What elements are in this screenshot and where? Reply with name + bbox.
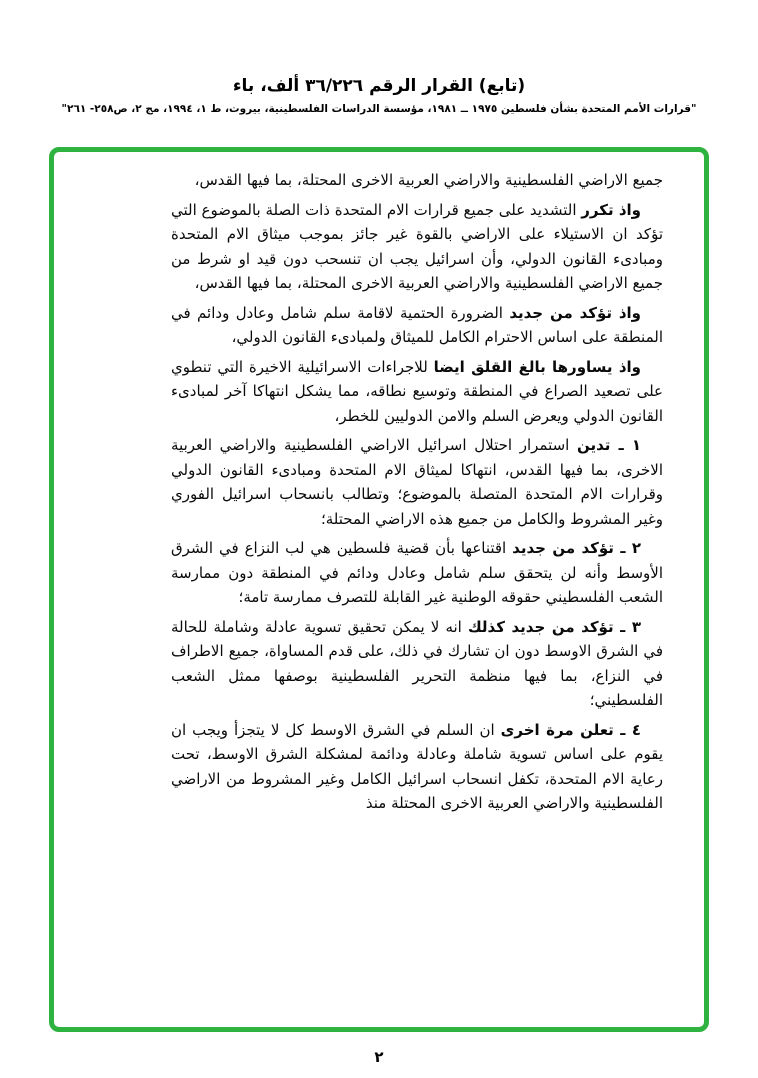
paragraph-lead: ١ ـ تدين [577, 436, 641, 454]
paragraph-text: اقتناعها بأن قضية فلسطين هي لب النزاع في الشرق الأوسط وأنه لن يتحقق سلم شامل وعادل ودائم في المنطقة دون ممارسة الشعب الفلسطيني حقوقه الوطنية غير القابلة للتصرف ممارسة تامة؛ [171, 539, 663, 606]
paragraph-preambular-reaffirming [171, 301, 663, 350]
paragraph-text: ان السلم في الشرق الاوسط كل لا يتجزأ ويجب ان يقوم على اساس تسوية شاملة وعادلة ودائمة لمشكلة الشرق الاوسط، تحت رعاية الام المتحدة، تكفل انسحاب اسرائيل الكامل وغير المشروط من الاراضي الفلسطينية والاراضي العربية الاخرى المحتلة منذ [171, 720, 663, 812]
paragraph-lead: ٣ ـ تؤكد من جديد كذلك [467, 617, 641, 636]
paragraph-operative-1 [171, 433, 663, 531]
paragraph-continuation [171, 168, 663, 193]
content-frame [49, 147, 709, 1032]
source-citation: "قرارات الأمم المتحدة بشأن فلسطين ١٩٧٥ ــ ١٩٨١، مؤسسة الدراسات الفلسطينية، بيروت، ط ١، ١٩٩٤، مج ٢، ص٢٥٨- ٢٦١" [61, 103, 697, 115]
paragraph-lead: واذ تؤكد من جديد [509, 303, 642, 322]
paragraph-text: جميع الاراضي الفلسطينية والاراضي العربية الاخرى المحتلة، بما فيها القدس، [194, 171, 663, 189]
resolution-title: (تابع) القرار الرقم ٣٦/٢٢٦ ألف، باء [232, 76, 526, 96]
paragraph-operative-4 [171, 718, 663, 816]
paragraph-lead: ٢ ـ تؤكد من جديد [512, 539, 641, 557]
paragraph-lead: واذ تكرر [581, 200, 641, 219]
paragraph-text: الضرورة الحتمية لاقامة سلم شامل وعادل ودائم في المنطقة على اساس الاحترام الكامل للميثاق ولمبادىء القانون الدولي، [171, 303, 663, 346]
paragraph-text: استمرار احتلال اسرائيل الاراضي الفلسطينية والاراضي العربية الاخرى، بما فيها القدس، انتهاكا لميثاق الام المتحدة ومبادىء القانون الدولي وقرارات الام المتحدة المتصلة بالموضوع؛ وتطالب بانسحاب اسرائيل الفوري وغير المشروط والكامل من جميع هذه الاراضي المحتلة؛ [171, 436, 663, 528]
paragraph-operative-3 [171, 615, 663, 713]
paragraph-preambular-reiterating [171, 198, 663, 296]
paragraph-preambular-concerned [171, 355, 663, 429]
resolution-text-column [171, 168, 663, 821]
paragraph-operative-2 [171, 536, 663, 610]
paragraph-text: انه لا يمكن تحقيق تسوية عادلة وشاملة للحالة في الشرق الاوسط دون ان تشارك في ذلك، على قدم المساواة، جميع الاطراف في النزاع، بما فيها منظمة التحرير الفلسطينية بوصفها ممثل الشعب الفلسطيني؛ [171, 617, 663, 709]
paragraph-text: للاجراءات الاسرائيلية الاخيرة التي تنطوي على تصعيد الصراع في المنطقة وتوسيع نطاقه، مما يشكل انتهاكا آخر لمبادىء القانون الدولي ويعرض السلم والامن الدوليين للخطر، [171, 357, 663, 425]
paragraph-lead: واذ يساورها بالغ القلق ايضا [433, 357, 641, 376]
paragraph-lead: ٤ ـ تعلن مرة اخرى [500, 720, 641, 739]
document-header [0, 76, 758, 115]
paragraph-text: التشديد على جميع قرارات الام المتحدة ذات الصلة بالموضوع التي تؤكد ان الاستيلاء على الاراضي بالقوة غير جائز بموجب ميثاق الام المتحدة ومبادىء القانون الدولي، وأن اسرائيل يجب ان تنسحب دون قيد او شرط من جميع الاراضي الفلسطينية والاراضي العربية الاخرى المحتلة، بما فيها القدس، [170, 200, 663, 292]
page-number: ٢ [374, 1048, 384, 1066]
